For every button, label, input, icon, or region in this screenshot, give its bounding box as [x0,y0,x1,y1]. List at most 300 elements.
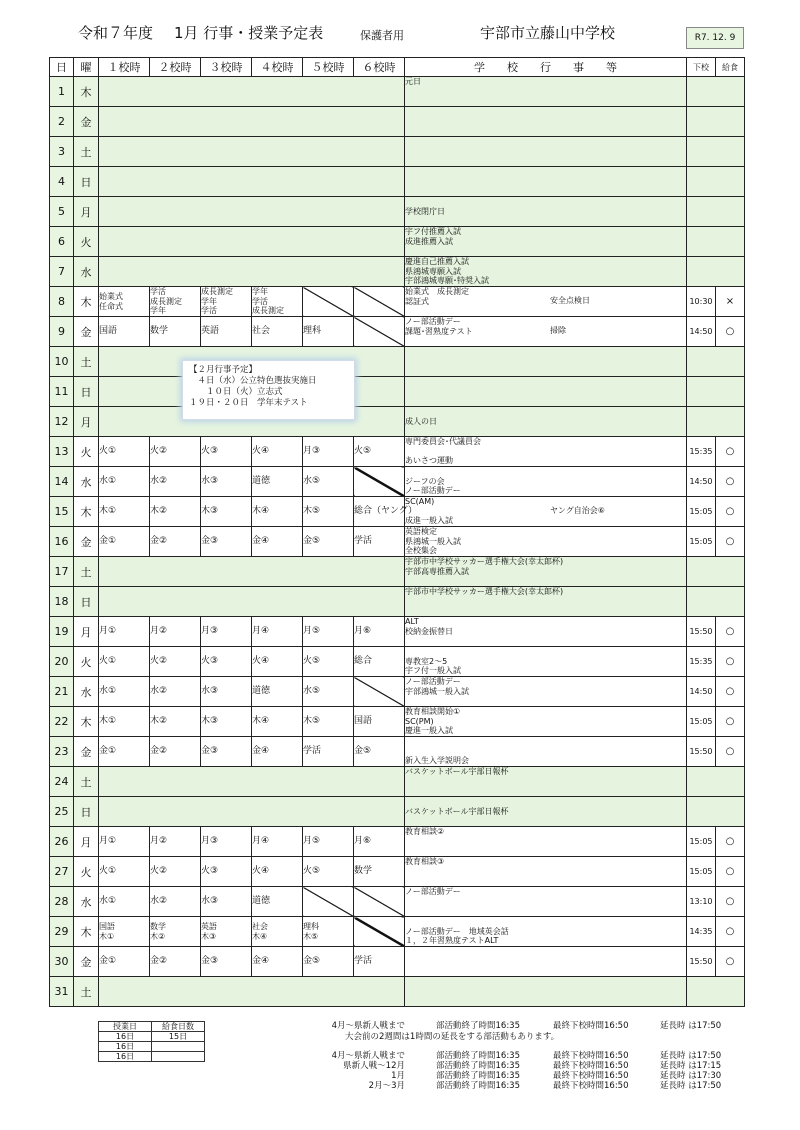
period-subject: 木② [150,931,166,941]
totals-cell: 16日 [99,1032,152,1042]
period-cell [150,317,201,347]
day-number: 8 [50,287,74,317]
event-text: 専門委員会･代議員会 あいさつ運動 [405,437,481,465]
event-text: バスケットボール宇部日報杯 [405,806,509,816]
period-cell [150,887,201,917]
period-subject: 木② [150,505,168,516]
school-name: 宇部市立藤山中学校 [480,24,616,42]
period-cell [99,827,150,857]
event-text: ALT 校納金振替日 [405,617,453,636]
era-year: 令和７年度 [78,24,154,42]
period-subject: 学活 [354,955,373,966]
period-cell [150,287,201,317]
day-number: 30 [50,947,74,977]
period-cell [303,707,354,737]
period-subject: 水③ [201,685,219,696]
note-text: 最終下校時間16:50 [553,1021,629,1031]
day-row [50,677,745,707]
period-subject: 月③ [201,625,219,636]
period-cell [303,527,354,557]
leave-time: 14:50 [687,467,716,497]
day-row [50,767,745,797]
leave-time: 13:10 [687,887,716,917]
period-subject: 月③ [303,445,321,456]
period-subject: 学活 [201,306,217,316]
period-subject: 学活 [252,296,268,306]
events-cell [405,977,687,1007]
period-subject: 金③ [201,535,219,546]
day-row [50,497,745,527]
period-subject: 火⑤ [303,655,321,666]
issue-date: R7. 12. 9 [686,27,744,49]
lunch-mark: ○ [716,647,745,677]
period-subject: 国語 [354,715,373,726]
period-cell [99,437,150,467]
day-row [50,317,745,347]
lunch-mark: ○ [716,707,745,737]
event-text: 慶進自己推薦入試 県鴻城専願入試 宇部鴻城専願･特奨入試 [405,257,489,285]
period-cell [303,857,354,887]
event-text: ノー部活動デー 地域英会話 １，２年習熟度テストALT [405,926,509,945]
leave-blank [687,347,745,377]
period-subject: 木① [99,505,117,516]
column-header: 給食 [716,58,745,77]
day-number: 31 [50,977,74,1007]
period-subject: 金② [150,955,168,966]
period-cell [354,497,418,527]
leave-blank [687,227,745,257]
events-cell [405,437,687,467]
period-cell [252,737,303,767]
events-cell [405,107,687,137]
period-subject: 月⑤ [303,625,321,636]
event-text: バスケットボール宇部日報杯 [405,767,509,776]
weekday: 火 [74,647,99,677]
period-cell [150,617,201,647]
period-subject: 月④ [252,835,270,846]
day-number: 23 [50,737,74,767]
period-cell [201,677,252,707]
no-class-cell [99,557,405,587]
day-row [50,527,745,557]
events-cell [405,287,687,317]
period-subject: 水⑤ [303,685,321,696]
period-cell [99,317,150,347]
period-subject: 月③ [201,835,219,846]
period-subject: 道徳 [252,685,271,696]
period-subject: 月⑤ [303,835,321,846]
period-cell [150,677,201,707]
period-cell [354,887,405,917]
day-row [50,737,745,767]
event-text: 教育相談③ [405,857,445,866]
events-cell [405,557,687,587]
period-subject: 任命式 [99,301,123,311]
period-subject: 数学 [354,865,373,876]
event-text: 宇部市中学校サッカー選手権大会(幸太郎杯) 宇部高専推薦入試 [405,557,564,576]
period-cell [303,437,354,467]
day-row [50,587,745,617]
day-row [50,977,745,1007]
period-subject: 水③ [201,895,219,906]
period-subject: 総合 [354,655,373,666]
events-cell [405,587,687,617]
weekday: 火 [74,437,99,467]
note-text: 延長時 は17:50 [660,1021,722,1031]
period-subject: 月⑥ [354,835,372,846]
period-cell [303,617,354,647]
events-cell [405,497,687,527]
weekday: 土 [74,977,99,1007]
period-subject: 金⑤ [303,955,321,966]
day-number: 9 [50,317,74,347]
period-subject: 金① [99,535,117,546]
period-subject: 木② [150,715,168,726]
events-cell [405,257,687,287]
leave-blank [687,137,745,167]
day-number: 10 [50,347,74,377]
period-cell [99,707,150,737]
period-cell [150,647,201,677]
period-subject: 木③ [201,505,219,516]
day-number: 29 [50,917,74,947]
day-number: 1 [50,77,74,107]
event-text: ジーフの会 ノー部活動デー [405,476,461,495]
weekday: 月 [74,197,99,227]
column-header: ６校時 [354,58,405,77]
day-number: 5 [50,197,74,227]
period-subject: 数学 [150,325,169,336]
leave-time: 14:50 [687,677,716,707]
events-cell [405,197,687,227]
leave-time: 15:50 [687,737,716,767]
no-class-cell [99,137,405,167]
leave-blank [687,107,745,137]
note-text: 最終下校時間16:50 [553,1061,629,1071]
events-cell [405,347,687,377]
period-subject: 火③ [201,445,219,456]
day-row [50,947,745,977]
period-cell [252,497,303,527]
column-header: 学 校 行 事 等 [405,58,687,77]
note-text: 最終下校時間16:50 [553,1071,629,1081]
day-row [50,137,745,167]
weekday: 水 [74,257,99,287]
lunch-mark: ○ [716,737,745,767]
day-number: 15 [50,497,74,527]
period-subject: 月⑥ [354,625,372,636]
events-cell [405,617,687,647]
period-cell [252,827,303,857]
period-subject: 英語 [201,922,217,931]
note-text: 延長時 は17:30 [660,1071,722,1081]
lunch-mark: ○ [716,917,745,947]
period-subject: 成長測定 [201,287,233,297]
events-cell [405,137,687,167]
period-subject: 火② [150,655,168,666]
day-number: 13 [50,437,74,467]
weekday: 日 [74,377,99,407]
day-row [50,347,745,377]
weekday: 月 [74,827,99,857]
events-cell [405,647,687,677]
event-text: 新入生入学説明会 [405,756,469,765]
period-subject: 火④ [252,655,270,666]
day-number: 12 [50,407,74,437]
period-cell [150,437,201,467]
period-cell [150,527,201,557]
period-subject: 始業式 [99,292,123,301]
period-cell [252,647,303,677]
period-cell [201,287,252,317]
period-cell [354,287,405,317]
leave-time: 15:05 [687,497,716,527]
day-number: 22 [50,707,74,737]
leave-blank [687,77,745,107]
event-text: 専教室2～5 宇フ付一般入試 [405,656,461,675]
no-class-cell [99,167,405,197]
event-text: 教育相談開始① SC(PM) 慶進一般入試 [405,707,461,735]
lunch-mark: ○ [716,317,745,347]
period-subject: 水① [99,895,117,906]
period-cell [303,287,354,317]
event-text: SC(AM) 成進一般入試 [405,497,453,525]
weekday: 木 [74,77,99,107]
period-subject: 火⑤ [354,445,372,456]
events-cell [405,77,687,107]
note-text: 4月～県新人戦まで [331,1021,405,1031]
day-number: 28 [50,887,74,917]
period-subject: 学活 [303,745,322,756]
column-header: 曜 [74,58,99,77]
popup-title: 【２月行事予定】 [189,365,258,375]
event-text: 宇部市中学校サッカー選手権大会(幸太郎杯) [405,587,564,596]
day-row [50,857,745,887]
period-subject: 成長測定 [252,306,284,316]
weekday: 土 [74,347,99,377]
period-subject: 火② [150,865,168,876]
no-class-cell [99,587,405,617]
day-number: 7 [50,257,74,287]
events-cell [405,737,687,767]
period-cell [303,497,354,527]
events-cell [405,467,687,497]
period-subject: 水① [99,685,117,696]
period-subject: 火⑤ [303,865,321,876]
period-subject: 火④ [252,865,270,876]
period-cell [354,677,405,707]
note-text: 2月～3月 [368,1081,405,1091]
period-subject: 木① [99,715,117,726]
weekday: 金 [74,737,99,767]
event-text: 英語検定 県鴻城一般入試 全校集会 [405,527,461,555]
lunch-mark: ○ [716,827,745,857]
period-cell [201,527,252,557]
period-subject: 国語 [99,922,115,931]
weekday: 木 [74,287,99,317]
period-cell [354,737,405,767]
day-number: 14 [50,467,74,497]
leave-time: 10:30 [687,287,716,317]
period-subject: 理科 [303,922,319,931]
period-subject: 月① [99,835,117,846]
events-cell [405,707,687,737]
leave-blank [687,257,745,287]
weekday: 金 [74,527,99,557]
period-subject: 金① [99,955,117,966]
period-cell [252,947,303,977]
period-subject: 理科 [303,325,322,336]
events-cell [405,227,687,257]
period-cell [354,647,405,677]
period-cell [150,737,201,767]
weekday: 金 [74,947,99,977]
period-subject: 火③ [201,655,219,666]
note-text: 部活動終了時間16:35 [436,1021,520,1031]
period-cell [201,707,252,737]
no-class-cell [99,197,405,227]
no-class-cell [99,227,405,257]
event-text: ノー部活動デー 課題･習熟度テスト [405,317,473,336]
period-subject: 金④ [252,955,270,966]
period-cell [99,467,150,497]
totals-cell [152,1042,205,1052]
lunch-mark: ○ [716,677,745,707]
period-subject: 木③ [201,931,217,941]
period-subject: 木⑤ [303,505,321,516]
period-cell [150,467,201,497]
period-subject: 水③ [201,475,219,486]
column-header: 下校 [687,58,716,77]
period-cell [303,917,354,947]
day-number: 2 [50,107,74,137]
period-subject: 金⑤ [303,535,321,546]
period-subject: 火③ [201,865,219,876]
column-header: ２校時 [150,58,201,77]
period-subject: 火④ [252,445,270,456]
lunch-mark: ○ [716,857,745,887]
day-number: 27 [50,857,74,887]
weekday: 土 [74,137,99,167]
period-cell [354,527,405,557]
leave-time: 15:05 [687,857,716,887]
schedule-table [49,57,745,1007]
popup-line: １０日（火）立志式 [189,387,283,397]
event-text-secondary: ヤング自治会⑥ [550,506,605,515]
no-class-cell [99,107,405,137]
weekday: 木 [74,707,99,737]
period-subject: 道徳 [252,475,271,486]
leave-time: 15:35 [687,437,716,467]
events-cell [405,917,687,947]
weekday: 火 [74,227,99,257]
period-cell [201,617,252,647]
leave-time: 15:50 [687,617,716,647]
event-text: ノー部活動デー 宇部鴻城一般入試 [405,677,469,696]
note-text: 最終下校時間16:50 [553,1051,629,1061]
note-text: 延長時 は17:50 [660,1081,722,1091]
period-cell [99,647,150,677]
period-cell [201,317,252,347]
period-subject: 木④ [252,715,270,726]
weekday: 木 [74,917,99,947]
period-cell [252,287,303,317]
period-cell [150,857,201,887]
period-cell [303,947,354,977]
day-number: 4 [50,167,74,197]
period-cell [201,437,252,467]
day-row [50,407,745,437]
totals-header: 給食日数 [152,1022,205,1032]
period-subject: 学活 [354,535,373,546]
note-text: 部活動終了時間16:35 [436,1061,520,1071]
weekday: 日 [74,797,99,827]
period-subject: 金③ [201,745,219,756]
february-events-note [182,360,355,420]
period-subject: 月④ [252,625,270,636]
period-subject: 木④ [252,931,268,941]
period-cell [201,857,252,887]
lunch-mark: ○ [716,947,745,977]
weekday: 土 [74,767,99,797]
day-number: 11 [50,377,74,407]
day-row [50,167,745,197]
day-row [50,257,745,287]
period-subject: 国語 [99,325,118,336]
day-row [50,887,745,917]
day-row [50,467,745,497]
weekday: 月 [74,617,99,647]
period-cell [354,947,405,977]
events-cell [405,407,687,437]
period-cell [150,497,201,527]
period-subject: 金④ [252,535,270,546]
period-subject: 金⑤ [354,745,372,756]
events-cell [405,797,687,827]
period-cell [150,707,201,737]
day-row [50,827,745,857]
period-subject: 水⑤ [303,475,321,486]
day-number: 16 [50,527,74,557]
period-cell [99,497,150,527]
period-cell [99,947,150,977]
leave-blank [687,167,745,197]
leave-time: 15:50 [687,947,716,977]
leave-blank [687,977,745,1007]
event-text: ノー部活動デー [405,887,461,896]
period-subject: 火① [99,655,117,666]
period-cell [99,527,150,557]
weekday: 日 [74,167,99,197]
period-cell [303,827,354,857]
event-text: 元日 [405,77,421,86]
day-row [50,197,745,227]
day-row [50,107,745,137]
popup-line: １９日・２０日 学年末テスト [189,398,308,408]
day-number: 19 [50,617,74,647]
period-subject: 道徳 [252,895,271,906]
weekday: 金 [74,107,99,137]
no-class-cell [99,977,405,1007]
column-header: ３校時 [201,58,252,77]
events-cell [405,887,687,917]
period-cell [99,287,150,317]
period-subject: 火② [150,445,168,456]
day-row [50,917,745,947]
day-row [50,617,745,647]
period-cell [354,467,405,497]
weekday: 月 [74,407,99,437]
